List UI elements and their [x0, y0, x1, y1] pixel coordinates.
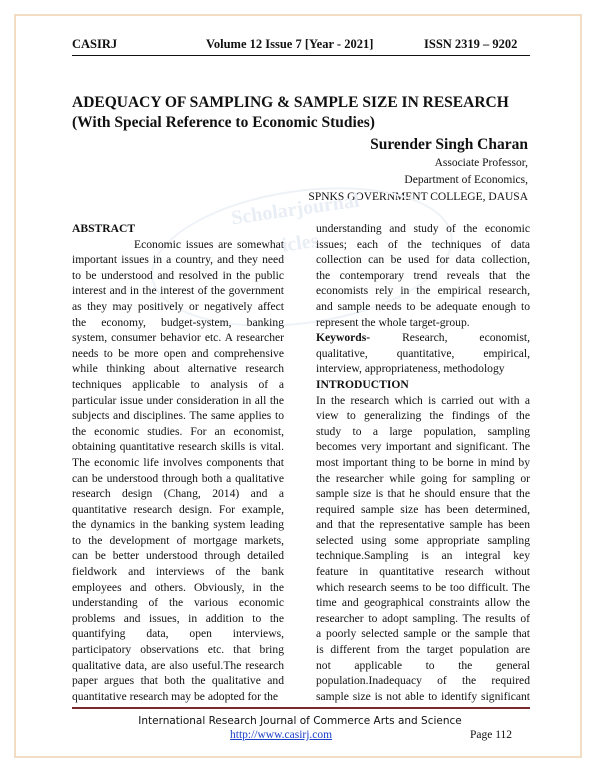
text-line: and that the representative sample has been — [316, 518, 530, 532]
author-department: Department of Economics, — [404, 174, 528, 186]
text-line: the economic studies. For an economist, — [72, 424, 284, 438]
text-line: the dynamics in the banking system leading — [72, 518, 284, 532]
text-line: qualitative data, are also useful.The research — [72, 658, 284, 672]
text-line: subjects and disciplines. The same applies to — [72, 409, 284, 423]
keywords-label: Keywords- — [316, 331, 371, 345]
keywords-list-1: Research, economist, — [402, 331, 530, 345]
header-journal: CASIRJ — [72, 37, 118, 51]
text-line: participatory observations etc. that bring — [72, 643, 284, 657]
text-line: not applicable to the general — [316, 658, 530, 672]
text-line: issues; each of the techniques of data — [316, 237, 530, 251]
text-line: needs to be more open and comprehensive — [72, 346, 284, 360]
text-line: Economic issues are somewhat — [134, 237, 284, 251]
text-line: The economic life involves components that — [72, 455, 284, 469]
text-line: most important thing to be borne in mind by — [316, 455, 530, 469]
text-line: In the research which is carried out with a — [316, 393, 530, 407]
text-line: view to generalizing the findings of the — [316, 409, 530, 423]
paper-title — [72, 93, 532, 133]
text-line: fieldwork and interviews of the bank — [72, 565, 284, 579]
text-line: understanding and study of the economic — [316, 222, 530, 235]
text-line: sample size is that he should ensure that the — [316, 487, 530, 501]
title-line-1: ADEQUACY OF SAMPLING & SAMPLE SIZE IN RESEARCH — [72, 94, 509, 111]
introduction-heading: INTRODUCTION — [316, 377, 409, 391]
abstract-heading: ABSTRACT — [72, 222, 136, 235]
abstract-body — [72, 237, 284, 705]
text-line: selected using some appropriate sampling — [316, 533, 530, 547]
text-line: obtaining quantitative research skills is vital. — [72, 440, 284, 454]
text-line: sample size is not able to identify significant — [316, 689, 530, 703]
text-line: techniques applicable to analysis of a — [72, 377, 284, 391]
text-line: required sample size has been determined, — [316, 502, 530, 516]
left-column — [72, 221, 284, 704]
abstract-continued — [316, 221, 530, 330]
author-name: Surender Singh Charan — [370, 136, 528, 153]
text-line: is different from the target population are — [316, 643, 530, 657]
running-header — [72, 37, 530, 56]
text-line: particular issue under consideration in all the — [72, 393, 284, 407]
text-line: system, consumer behavior etc. A researcher — [72, 331, 284, 345]
text-line: economists rely in the empirical research, — [316, 284, 530, 298]
text-line: feature in quantitative research without — [316, 565, 530, 579]
text-line: to the development of mortgage markets, — [72, 533, 284, 547]
text-line: the researcher while going for sampling or — [316, 471, 530, 485]
text-line: employees and others. Obviously, in the — [72, 580, 284, 594]
page-number: Page 112 — [470, 729, 513, 741]
text-line: researcher to adopt sampling. The results of — [316, 611, 530, 625]
text-line: a poorly selected sample or the sample that — [316, 627, 530, 641]
author-position: Associate Professor, — [434, 157, 528, 169]
text-line: paper argues that both the qualitative and — [72, 674, 284, 688]
text-line: becomes very important and significant. The — [316, 440, 530, 454]
text-line: research design (Chang, 2014) and a — [72, 487, 284, 501]
text-line: as they may positively or negatively affect — [72, 299, 284, 313]
text-line: interest and in the interest of the government — [72, 284, 284, 298]
text-line: quantitative research may be adopted for the — [72, 689, 279, 703]
text-line: important issues in a country, and they need — [72, 253, 284, 267]
text-line: while thinking about alternative research — [72, 362, 284, 376]
text-line: represent the whole target-group. — [316, 315, 470, 329]
watermark-line-1: Scholarjournal — [229, 189, 361, 230]
title-line-2: (With Special Reference to Economic Studies) — [72, 114, 375, 131]
text-line: can be understood through both a qualitative — [72, 471, 284, 485]
footer-rule — [72, 707, 530, 709]
journal-url-link[interactable]: http://www.casirj.com — [230, 729, 333, 741]
keywords-line-2: qualitative, quantitative, empirical, — [316, 346, 530, 360]
author-college: SPNKS GOVERNMENT COLLEGE, DAUSA — [308, 191, 528, 203]
header-issn: ISSN 2319 – 9202 — [424, 37, 518, 51]
text-line: collection can be used for data collection, — [316, 253, 530, 267]
text-line: quantifying data, open interviews, — [72, 627, 284, 641]
text-line: to be understood and resolved in the public — [72, 268, 284, 282]
text-line: the contemporary trend reveals that the — [316, 268, 530, 282]
watermark-line-2: icles — [280, 229, 320, 257]
text-line: population.Inadequacy of the required — [316, 674, 530, 688]
header-volume: Volume 12 Issue 7 [Year - 2021] — [206, 37, 374, 51]
text-line: the economy, budget-system, banking — [72, 315, 284, 329]
keywords-line-3: interview, appropriateness, methodology — [316, 362, 505, 376]
text-line: technique.Sampling is an integral key — [316, 549, 530, 563]
text-line: time and geographical constraints allow the — [316, 596, 530, 610]
text-line: study to a large population, sampling — [316, 424, 530, 438]
keywords-line-1 — [316, 330, 530, 346]
text-line: problems and issues, in addition to the — [72, 611, 284, 625]
text-line: and sample needs to be adequate enough to — [316, 299, 530, 313]
right-column — [316, 221, 530, 704]
text-line: can be better understood through detailed — [72, 549, 284, 563]
footer-journal-name: International Research Journal of Commerce Arts and Science — [138, 715, 462, 727]
introduction-body — [316, 393, 530, 705]
text-line: understanding of the various economic — [72, 596, 284, 610]
text-line: which research seems to be too difficult. The — [316, 580, 530, 594]
text-line: quantitative research design. For example, — [72, 502, 284, 516]
